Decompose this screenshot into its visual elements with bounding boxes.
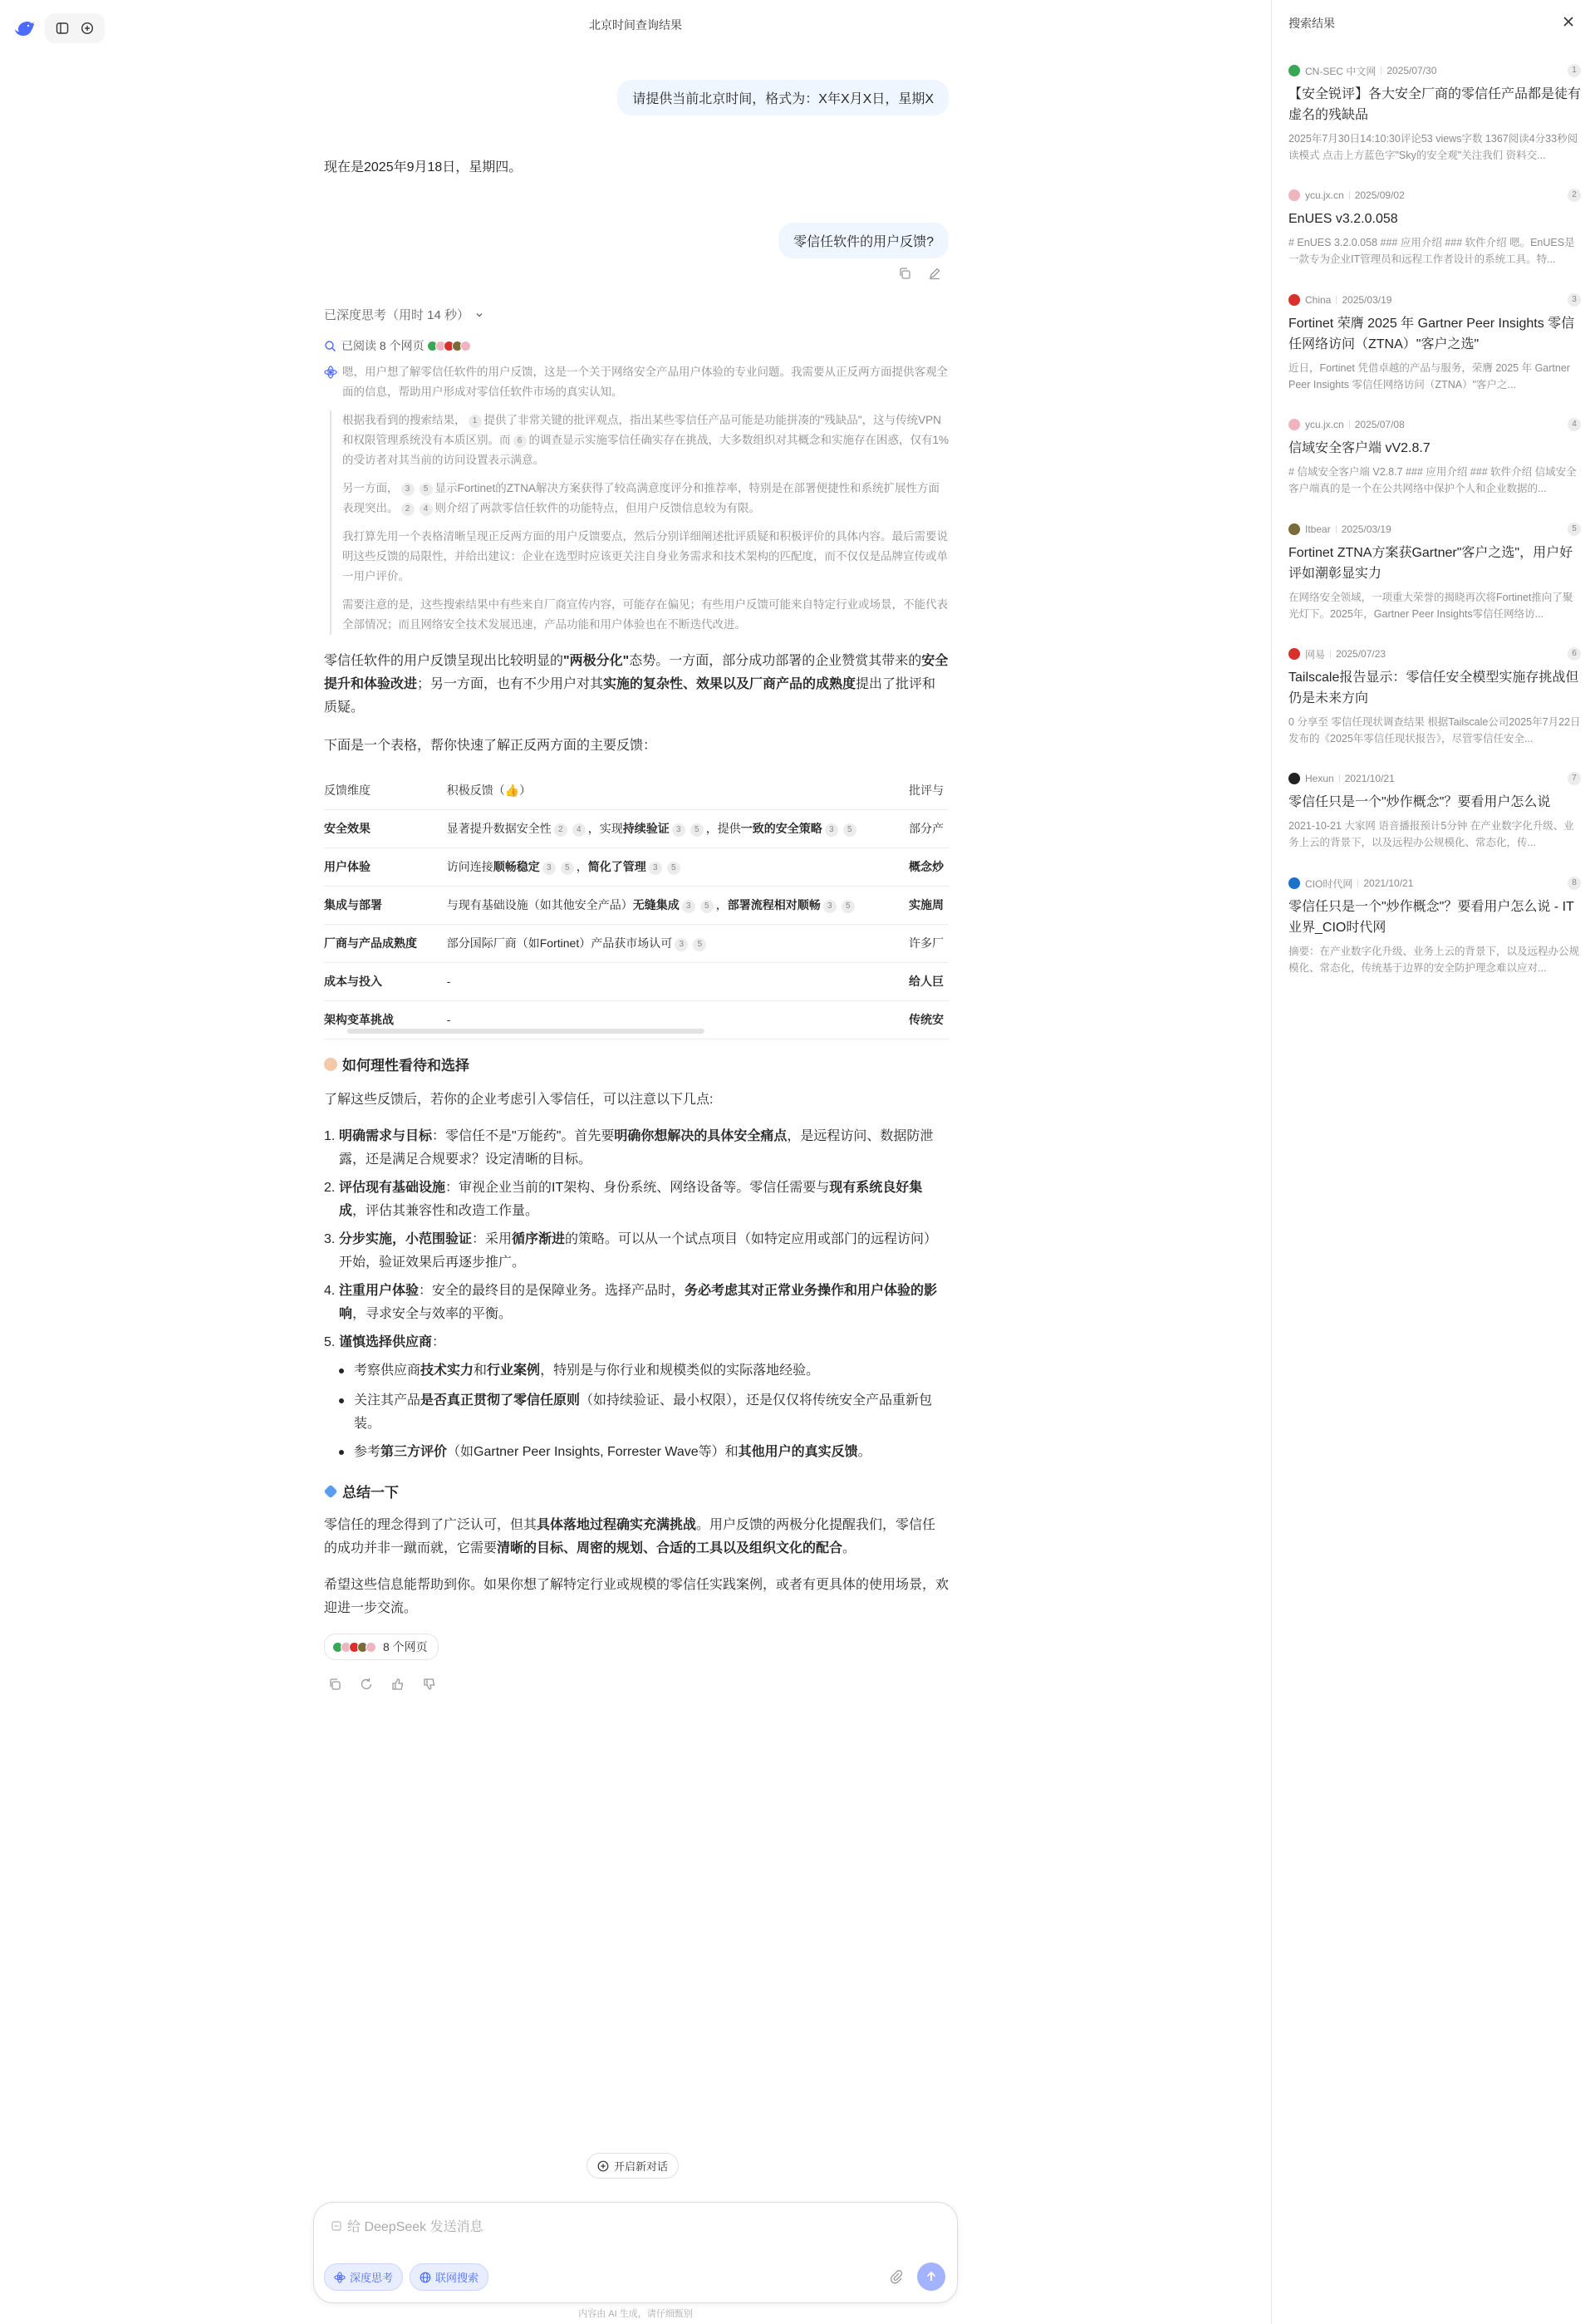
result-index-badge: 8 <box>1568 877 1581 890</box>
result-snippet: 0 分享至 零信任现状调查结果 根据Tailscale公司2025年7月22日发布的《2025年零信任现状报告》，尽管零信任安全... <box>1288 716 1581 744</box>
result-title[interactable]: 【安全锐评】各大安全厂商的零信任产品都是徒有虚名的残缺品 <box>1288 87 1582 122</box>
list-text: ，寻求安全与效率的平衡。 <box>352 1307 513 1321</box>
result-site: Itbear <box>1305 523 1331 535</box>
panel-title: 搜索结果 <box>1288 17 1335 30</box>
table-header: 反馈维度 <box>324 771 447 809</box>
cell-text: ，实现 <box>587 822 623 835</box>
thinking-text: 另一方面， <box>342 482 399 494</box>
citation-badge[interactable]: 1 <box>469 415 482 428</box>
search-result-card[interactable] <box>1288 522 1581 622</box>
list-text: 考察供应商 <box>354 1363 421 1378</box>
meta-divider <box>1349 420 1350 429</box>
site-favicon-icon <box>1288 65 1300 76</box>
list-bold: 技术实力 <box>420 1363 474 1378</box>
table-row <box>324 886 949 924</box>
table-cell: 用户体验 <box>324 848 447 886</box>
sub-list-text <box>354 1359 949 1383</box>
choose-intro: 了解这些反馈后，若你的企业考虑引入零信任，可以注意以下几点: <box>324 1093 714 1107</box>
site-favicon-icon <box>1288 648 1300 660</box>
result-snippet: 近日，Fortinet 凭借卓越的产品与服务，荣膺 2025 年 Gartner Peer Insights 零信任网络访问（ZTNA）"客户之... <box>1288 362 1570 391</box>
list-number: 3. <box>324 1232 336 1246</box>
citation-badge[interactable]: 3 <box>542 862 556 875</box>
cell-bold: 一致的安全策略 <box>740 822 822 835</box>
result-meta <box>1288 771 1581 786</box>
answer-text: 态势。一方面，部分成功部署的企业赞赏其带来的 <box>629 654 922 668</box>
meta-divider <box>1381 66 1382 75</box>
message-input-placeholder: 给 DeepSeek 发送消息 <box>347 2220 483 2234</box>
sources-button[interactable] <box>324 1634 439 1660</box>
list-bold: 务必考虑其对正常业务操作和用户体验的影响 <box>339 1284 938 1321</box>
list-text: ：审视企业当前的IT架构、身份系统、网络设备等。零信任需要与 <box>445 1181 830 1195</box>
table-row <box>324 924 949 962</box>
site-favicon-icon <box>1288 877 1300 889</box>
answer-intro <box>324 650 949 720</box>
read-pages-row[interactable] <box>324 337 471 354</box>
list-text: ： <box>432 1335 446 1349</box>
result-site: ycu.jx.cn <box>1305 189 1344 201</box>
table-cell <box>447 924 909 962</box>
meta-divider <box>1336 525 1337 533</box>
list-text: 的策略。可以从一个试点项目（如特定应用或部门的远程访问）开始，验证效果后再逐步推广。 <box>339 1232 938 1270</box>
sources-label: 8 个网页 <box>383 1640 428 1653</box>
cell-bold: 持续验证 <box>622 822 670 835</box>
thumbs-up-icon[interactable] <box>390 1677 405 1692</box>
sub-list-item <box>339 1441 949 1464</box>
chevron-down-icon <box>474 310 484 320</box>
deep-think-toggle[interactable] <box>324 2263 403 2291</box>
table-row <box>324 809 949 848</box>
feedback-table <box>324 771 949 1039</box>
paperclip-icon[interactable] <box>889 2269 904 2284</box>
page-title: 北京时间查询结果 <box>589 18 682 32</box>
citation-badge[interactable]: 4 <box>420 503 433 516</box>
copy-icon[interactable] <box>327 1677 342 1692</box>
citation-badge[interactable]: 6 <box>513 435 527 448</box>
table-cell <box>447 809 909 848</box>
search-icon <box>324 340 336 352</box>
closing-paragraph: 希望这些信息能帮助到你。如果你想了解特定行业或规模的零信任实践案例，或者有更具体的使用场景，欢迎进一步交流。 <box>324 1578 950 1615</box>
table-cell <box>447 886 909 924</box>
bullet-dot <box>339 1450 344 1455</box>
summary-paragraph <box>324 1514 949 1560</box>
result-title[interactable]: Fortinet ZTNA方案获Gartner"客户之选"，用户好评如潮彰显实力 <box>1288 546 1573 581</box>
answer-bold: 实施的复杂性、效果以及厂商产品的成熟度 <box>603 677 856 691</box>
result-snippet: # EnUES 3.2.0.058 ### 应用介绍 ### 软件介绍 嗯。EnUES是一款专为企业IT管理员和远程工作者设计的系统工具。特... <box>1288 237 1575 265</box>
section-heading-choose <box>324 1054 469 1074</box>
meta-divider <box>1349 191 1350 199</box>
thinking-paragraph-2 <box>342 410 949 470</box>
deep-think-icon <box>334 2272 346 2283</box>
thinking-text: 的调查显示实施零信任确实存在挑战，大多数组织对其概念和实施存在困惑，仅有1%的受访者对其当前的访问设置表示满意。 <box>342 434 950 466</box>
bullet-dot <box>339 1368 344 1373</box>
list-bold: 注重用户体验 <box>339 1284 420 1298</box>
site-favicon-icon <box>1288 419 1300 430</box>
result-site: Hexun <box>1305 773 1334 784</box>
citation-badge[interactable]: 3 <box>825 823 838 837</box>
result-title[interactable]: 零信任只是一个"炒作概念"？要看用户怎么说 <box>1288 795 1551 809</box>
result-site: CN-SEC 中文网 <box>1305 65 1377 77</box>
sub-list-text <box>354 1389 949 1436</box>
diamond-icon <box>324 1484 338 1498</box>
result-date: 2025/07/30 <box>1386 65 1437 76</box>
section-heading-summary <box>324 1481 399 1501</box>
result-index-badge: 5 <box>1568 523 1581 536</box>
result-meta <box>1288 63 1581 78</box>
result-site: 网易 <box>1305 648 1326 661</box>
table-cell: 厂商与产品成熟度 <box>324 924 447 962</box>
citation-badge[interactable]: 5 <box>842 900 855 913</box>
citation-badge[interactable]: 2 <box>554 823 567 837</box>
list-bold: 第三方评价 <box>380 1445 448 1459</box>
table-cell: 实施周 <box>909 886 949 924</box>
list-item <box>324 1228 949 1275</box>
thinking-text: 根据我看到的搜索结果， <box>342 414 466 426</box>
site-favicon-icon <box>1288 773 1300 784</box>
citation-badge[interactable]: 3 <box>672 823 685 837</box>
message-composer[interactable] <box>313 2202 958 2303</box>
list-number: 2. <box>324 1181 336 1195</box>
citation-badge[interactable]: 5 <box>420 483 433 496</box>
composer-toggles <box>324 2263 488 2291</box>
user-message-actions <box>897 266 942 281</box>
cell-bold: 部署流程相对顺畅 <box>727 898 821 911</box>
result-title[interactable]: Tailscale报告显示：零信任安全模型实施存挑战但仍是未来方向 <box>1288 671 1579 705</box>
result-meta <box>1288 522 1581 537</box>
table-cell: 许多厂 <box>909 924 949 962</box>
cell-text: ， <box>576 860 588 873</box>
favicon-icon <box>460 341 471 351</box>
list-number: 5. <box>324 1335 336 1349</box>
list-text: 参考 <box>354 1445 381 1459</box>
source-favicons <box>335 1642 376 1653</box>
section-heading-text: 如何理性看待和选择 <box>342 1058 469 1074</box>
cell-text: 与现有基础设施（如其他安全产品） <box>446 898 633 911</box>
result-meta <box>1288 646 1581 661</box>
section-heading-text: 总结一下 <box>342 1485 399 1501</box>
answer-text: 。 <box>842 1541 856 1555</box>
list-text: ，评估其兼容性和改造工作量。 <box>352 1204 539 1218</box>
table-cell <box>447 848 909 886</box>
result-date: 2021/10/21 <box>1344 773 1395 784</box>
result-index-badge: 3 <box>1568 293 1581 307</box>
result-date: 2025/03/19 <box>1341 523 1391 535</box>
copy-icon[interactable] <box>897 266 912 281</box>
assistant-answer-1: 现在是2025年9月18日，星期四。 <box>324 160 523 174</box>
result-date: 2021/10/21 <box>1363 877 1414 889</box>
citation-badge[interactable]: 5 <box>693 938 706 951</box>
table-header-row <box>324 771 949 809</box>
list-item-text <box>339 1331 949 1354</box>
thinking-paragraph-4: 我打算先用一个表格清晰呈现正反两方面的用户反馈要点，然后分别详细阐述批评质疑和积极评价的具体内容。最后需要说明这些反馈的局限性，并给出建议：企业在选型时应该更关注自身业务需求和技术架构的匹配度，而不仅仅是品牌宣传或单一用户评价。 <box>342 530 948 582</box>
read-pages-label: 已阅读 8 个网页 <box>341 339 425 352</box>
sub-list-text <box>354 1441 949 1464</box>
result-index-badge: 4 <box>1568 418 1581 431</box>
site-favicon-icon <box>1288 294 1300 306</box>
search-results-panel <box>1271 0 1595 2324</box>
citation-badge[interactable]: 5 <box>561 862 574 875</box>
citation-badge[interactable]: 5 <box>667 862 680 875</box>
deep-think-icon <box>324 366 337 379</box>
send-button[interactable] <box>917 2263 945 2291</box>
answer-text: 提出了批评和质疑。 <box>324 677 936 715</box>
result-title[interactable]: EnUES v3.2.0.058 <box>1288 212 1398 226</box>
thinking-paragraph-5: 需要注意的是，这些搜索结果中有些来自厂商宣传内容，可能存在偏见；有些用户反馈可能来自特定行业或场景，不能代表全部情况；而且网络安全技术发展迅速，产品功能和用户体验也在不断迭代改进。 <box>342 598 948 631</box>
list-item-text <box>339 1125 949 1172</box>
result-site: CIO时代网 <box>1305 877 1353 890</box>
answer-text: 零信任软件的用户反馈呈现出比较明显的 <box>324 654 564 668</box>
citation-badge[interactable]: 3 <box>682 900 695 913</box>
site-favicon-icon <box>1288 523 1300 535</box>
list-bold: 明确需求与目标 <box>339 1129 433 1143</box>
result-title[interactable]: Fortinet 荣膺 2025 年 Gartner Peer Insights 零信任网络访问（ZTNA）"客户之选" <box>1288 317 1575 351</box>
cell-text: 部分国际厂商（如Fortinet）产品获市场认可 <box>446 936 673 950</box>
list-item-text <box>339 1280 949 1326</box>
thinking-toggle[interactable] <box>324 306 484 323</box>
table-cell: 成本与投入 <box>324 962 447 1000</box>
table-row <box>324 848 949 886</box>
list-text: （如Gartner Peer Insights, Forrester Wave等）和 <box>447 1445 739 1459</box>
list-number: 1. <box>324 1129 336 1143</box>
new-chat-button[interactable] <box>586 2153 679 2179</box>
thinking-text: 则介绍了两款零信任软件的功能特点，但用户反馈信息较为有限。 <box>434 502 760 514</box>
meta-divider <box>1339 774 1340 783</box>
attachment-hint-icon <box>331 2220 342 2232</box>
result-title[interactable]: 信域安全客户端 vV2.8.7 <box>1288 441 1431 455</box>
citation-badge[interactable]: 4 <box>572 823 586 837</box>
list-text: ：采用 <box>472 1232 513 1246</box>
source-favicons <box>429 341 471 351</box>
thinking-body <box>330 410 949 635</box>
search-result-card[interactable] <box>1288 771 1581 851</box>
meta-divider <box>1330 650 1331 658</box>
close-icon[interactable] <box>1560 13 1577 30</box>
sub-list-item <box>339 1359 949 1383</box>
table-cell: - <box>447 1000 909 1039</box>
sub-list-item <box>339 1389 949 1436</box>
result-index-badge: 7 <box>1568 772 1581 785</box>
answer-bold: 清晰的目标、周密的规划、合适的工具以及组织文化的配合 <box>497 1541 843 1555</box>
table-cell: 集成与部署 <box>324 886 447 924</box>
table-intro: 下面是一个表格，帮你快速了解正反两方面的主要反馈： <box>324 739 657 753</box>
list-text: 。 <box>857 1445 871 1459</box>
edit-icon[interactable] <box>927 266 942 281</box>
thinking-content <box>324 362 949 635</box>
list-bold: 分步实施，小范围验证 <box>339 1232 473 1246</box>
list-bold: 其他用户的真实反馈 <box>738 1445 858 1459</box>
result-snippet: # 信域安全客户端 V2.8.7 ### 应用介绍 ### 软件介绍 信域安全客户端真的是一个在公共网络中保护个人和企业数据的... <box>1288 466 1577 494</box>
table-row <box>324 962 949 1000</box>
search-result-card[interactable] <box>1288 292 1581 393</box>
list-text: ：零信任不是"万能药"。首先要 <box>432 1129 615 1143</box>
citation-badge[interactable]: 5 <box>700 900 714 913</box>
plus-circle-icon <box>597 2160 609 2172</box>
thumbs-down-icon[interactable] <box>422 1677 437 1692</box>
list-item <box>324 1331 949 1354</box>
list-text: ，特别是与你行业和规模类似的实际落地经验。 <box>540 1363 820 1378</box>
table-cell: - <box>447 962 909 1000</box>
table-cell: 架构变革挑战 <box>324 1000 447 1039</box>
regenerate-icon[interactable] <box>359 1677 374 1692</box>
answer-actions <box>327 1677 437 1692</box>
list-text: 和 <box>474 1363 488 1378</box>
result-meta <box>1288 876 1581 891</box>
citation-badge[interactable]: 2 <box>401 503 415 516</box>
list-text: 关注其产品 <box>354 1393 421 1408</box>
result-date: 2025/03/19 <box>1342 294 1392 306</box>
list-bold: 评估现有基础设施 <box>339 1181 446 1195</box>
thinking-text: 提供了非常关键的批评观点，指出某些零信任产品可能是功能拼凑的"残缺品"，这与传统VPN和权限管理系统没有本质区别。而 <box>342 414 941 446</box>
web-search-label: 联网搜索 <box>435 2272 479 2284</box>
user-message-1: 请提供当前北京时间，格式为：X年X月X日，星期X <box>617 80 949 115</box>
search-result-card[interactable] <box>1288 63 1581 164</box>
table-cell: 部分产 <box>909 809 949 848</box>
new-chat-label: 开启新对话 <box>614 2160 669 2173</box>
answer-text: ；另一方面，也有不少用户对其 <box>417 677 604 691</box>
thinking-paragraph-1 <box>324 362 949 402</box>
list-number: 4. <box>324 1284 336 1298</box>
cell-text: 显著提升数据安全性 <box>446 822 552 835</box>
citation-badge[interactable]: 5 <box>690 823 704 837</box>
list-item <box>324 1177 949 1223</box>
search-result-card[interactable] <box>1288 188 1581 268</box>
cell-text: 访问连接 <box>446 860 493 873</box>
result-index-badge: 2 <box>1568 189 1581 202</box>
table-cell: 安全效果 <box>324 809 447 848</box>
table-cell: 给人巨 <box>909 962 949 1000</box>
result-snippet: 2021-10-21 大家网 语音播报预计5分钟 在产业数字化升级、业务上云的背景下，以及远程办公规模化、常态化，传... <box>1288 820 1574 848</box>
result-snippet: 摘要：在产业数字化升级、业务上云的背景下，以及远程办公规模化、常态化，传统基于边界的安全防护理念难以应对... <box>1288 946 1580 974</box>
list-bold: 行业案例 <box>487 1363 541 1378</box>
list-bold: 明确你想解决的具体安全痛点 <box>614 1129 788 1143</box>
thinking-toggle-label: 已深度思考（用时 14 秒） <box>324 308 470 322</box>
result-date: 2025/07/08 <box>1354 419 1405 430</box>
list-text: ：安全的最终目的是保障业务。选择产品时， <box>419 1284 685 1298</box>
user-message-2: 零信任软件的用户反馈? <box>778 223 949 258</box>
citation-badge[interactable]: 5 <box>843 823 856 837</box>
table-header: 批评与 <box>909 771 949 809</box>
citation-badge[interactable]: 3 <box>649 862 662 875</box>
bullet-dot <box>339 1398 344 1403</box>
site-favicon-icon <box>1288 189 1300 201</box>
list-bold: 是否真正贯彻了零信任原则 <box>420 1393 581 1408</box>
citation-badge[interactable]: 3 <box>823 900 837 913</box>
result-meta <box>1288 188 1581 203</box>
result-date: 2025/09/02 <box>1354 189 1405 201</box>
search-result-card[interactable] <box>1288 417 1581 497</box>
citation-badge[interactable]: 3 <box>401 483 415 496</box>
cell-text: ， <box>715 898 728 911</box>
meta-divider <box>1336 296 1337 304</box>
meta-divider <box>1357 879 1358 887</box>
result-date: 2025/07/23 <box>1336 648 1386 660</box>
cell-bold: 无缝集成 <box>632 898 680 911</box>
cell-bold: 顺畅稳定 <box>493 860 540 873</box>
answer-text: 零信任的理念得到了广泛认可，但其 <box>324 1518 537 1532</box>
result-meta <box>1288 417 1581 432</box>
favicon-icon <box>366 1642 376 1653</box>
result-index-badge: 6 <box>1568 647 1581 661</box>
thinking-face-icon <box>324 1058 337 1071</box>
message-input[interactable] <box>331 2216 483 2235</box>
globe-icon <box>420 2272 431 2283</box>
cell-bold: 简化了管理 <box>587 860 646 873</box>
list-bold: 谨慎选择供应商 <box>339 1335 433 1349</box>
citation-badge[interactable]: 3 <box>675 938 688 951</box>
table-header: 积极反馈（👍） <box>447 771 909 809</box>
list-bold: 循序渐进 <box>512 1232 566 1246</box>
table-scrollbar-thumb[interactable] <box>347 1029 704 1034</box>
arrow-up-icon <box>925 2270 938 2283</box>
thinking-text: 嗯，用户想了解零信任软件的用户反馈，这是一个关于网络安全产品用户体验的专业问题。我需要从正反两方面提供客观全面的信息，帮助用户形成对零信任软件市场的真实认知。 <box>342 366 948 398</box>
result-snippet: 2025年7月30日14:10:30评论53 views字数 1367阅读4分33秒阅读模式 点击上方蓝色字"Sky的安全观"关注我们 资料交... <box>1288 133 1578 161</box>
table-scrollbar[interactable] <box>324 1029 949 1034</box>
answer-bold: 安全提升和体验改进 <box>324 654 949 691</box>
search-result-card[interactable] <box>1288 876 1581 976</box>
result-title[interactable]: 零信任只是一个"炒作概念"？要看用户怎么说 - IT业界_CIO时代网 <box>1288 900 1574 935</box>
cell-text: ，提供 <box>705 822 741 835</box>
answer-text: 。用户反馈的两极分化提醒我们，零信任的成功并非一蹴而就，它需要 <box>324 1518 936 1555</box>
thinking-paragraph-3 <box>342 479 949 518</box>
answer-bold: 具体落地过程确实充满挑战 <box>537 1518 697 1532</box>
thinking-text: 显示Fortinet的ZTNA解决方案获得了较高满意度评分和推荐率，特别是在部署便捷性和系统扩展性方面表现突出。 <box>342 482 940 514</box>
result-site: China <box>1305 294 1332 306</box>
result-site: ycu.jx.cn <box>1305 419 1344 430</box>
list-item-text <box>339 1228 949 1275</box>
list-text: （如持续验证、最小权限），还是仅仅将传统安全产品重新包装。 <box>354 1393 933 1431</box>
deep-think-label: 深度思考 <box>350 2272 394 2284</box>
result-meta <box>1288 292 1581 307</box>
result-index-badge: 1 <box>1568 64 1581 77</box>
table-cell: 概念炒 <box>909 848 949 886</box>
ai-disclaimer: 内容由 AI 生成，请仔细甄别 <box>578 2309 693 2319</box>
answer-bold: "两极分化" <box>563 654 630 668</box>
search-result-card[interactable] <box>1288 646 1581 747</box>
web-search-toggle[interactable] <box>410 2263 488 2291</box>
list-text: ，是远程访问、数据防泄露，还是满足合规要求？设定清晰的目标。 <box>339 1129 934 1167</box>
list-bold: 现有系统良好集成 <box>339 1181 923 1218</box>
list-item <box>324 1280 949 1326</box>
table-cell: 传统安 <box>909 1000 949 1039</box>
list-item <box>324 1125 949 1172</box>
result-snippet: 在网络安全领域，一项重大荣誉的揭晓再次将Fortinet推向了聚光灯下。2025年，Gartner Peer Insights零信任网络访... <box>1288 592 1573 620</box>
list-item-text <box>339 1177 949 1223</box>
